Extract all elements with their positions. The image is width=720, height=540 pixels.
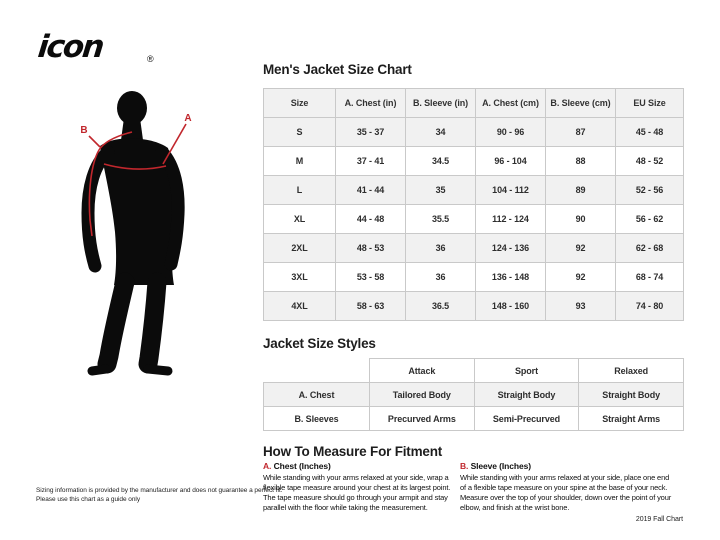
table-cell: B. Sleeves [264, 407, 370, 431]
size-chart-title: Men's Jacket Size Chart [263, 62, 412, 77]
table-cell: A. Chest [264, 383, 370, 407]
table-cell: Precurved Arms [370, 407, 475, 431]
registered-trademark-icon: ® [147, 54, 154, 64]
header-row [264, 359, 684, 383]
table-cell: 35.5 [406, 205, 476, 234]
table-cell: 90 [546, 205, 616, 234]
table-cell: 35 [406, 176, 476, 205]
table-row [264, 147, 684, 176]
table-cell: 89 [546, 176, 616, 205]
header-cell: Size [264, 89, 336, 118]
header-cell: Sport [474, 359, 579, 383]
table-cell: 52 - 56 [616, 176, 684, 205]
table-cell: Straight Arms [579, 407, 684, 431]
sizing-disclaimer: Sizing information is provided by the manufacturer and does not guarantee a perfect fit. Please use this chart as a guide only [36, 487, 283, 504]
table-cell: 90 - 96 [476, 118, 546, 147]
table-row [264, 292, 684, 321]
table-cell: 45 - 48 [616, 118, 684, 147]
size-chart-table [263, 88, 684, 321]
table-cell: 93 [546, 292, 616, 321]
table-cell: 136 - 148 [476, 263, 546, 292]
table-cell: 87 [546, 118, 616, 147]
measure-chest-letter: A. [263, 461, 272, 471]
table-cell: 74 - 80 [616, 292, 684, 321]
logo-wordmark: icon [36, 29, 105, 65]
table-cell: Tailored Body [370, 383, 475, 407]
table-cell: 92 [546, 263, 616, 292]
header-cell: Relaxed [579, 359, 684, 383]
table-cell: 53 - 58 [336, 263, 406, 292]
table-row [264, 383, 684, 407]
table-cell: 68 - 74 [616, 263, 684, 292]
table-cell: 48 - 52 [616, 147, 684, 176]
table-cell: Straight Body [579, 383, 684, 407]
measure-chest-body: While standing with your arms relaxed at your side, wrap a flexible tape measure around your chest at its largest point. The tape measure should go through your armpit and stay parallel with the floor while taking the measurement. [263, 473, 451, 512]
table-row [264, 118, 684, 147]
table-cell: 37 - 41 [336, 147, 406, 176]
table-cell: 88 [546, 147, 616, 176]
table-row [264, 176, 684, 205]
silhouette-body [100, 91, 174, 285]
table-cell: 148 - 160 [476, 292, 546, 321]
table-cell: Semi-Precurved [474, 407, 579, 431]
table-row [264, 234, 684, 263]
table-cell: 36 [406, 234, 476, 263]
table-cell: XL [264, 205, 336, 234]
table-cell: 62 - 68 [616, 234, 684, 263]
body-silhouette-figure [40, 80, 260, 460]
header-cell: B. Sleeve (in) [406, 89, 476, 118]
table-cell: 3XL [264, 263, 336, 292]
header-row [264, 89, 684, 118]
table-row [264, 263, 684, 292]
table-row [264, 205, 684, 234]
style-chart-table [263, 358, 684, 431]
measure-chest-label: Chest (Inches) [273, 461, 331, 471]
table-cell: 58 - 63 [336, 292, 406, 321]
table-cell: 34 [406, 118, 476, 147]
label-a-pointer-line [163, 124, 186, 164]
table-cell: 41 - 44 [336, 176, 406, 205]
measure-section-title: How To Measure For Fitment [263, 444, 443, 459]
table-cell: 44 - 48 [336, 205, 406, 234]
table-cell: 104 - 112 [476, 176, 546, 205]
table-cell: 36 [406, 263, 476, 292]
chart-version-label: 2019 Fall Chart [635, 516, 683, 523]
table-cell: 56 - 62 [616, 205, 684, 234]
chest-label-a: A [184, 113, 192, 124]
table-cell: 48 - 53 [336, 234, 406, 263]
table-cell: 92 [546, 234, 616, 263]
measure-sleeve-body: While standing with your arms relaxed at your side, place one end of a flexible tape measure on your spine at the base of your neck. Measure over the top of your shoulder, down over the point of your elbow, and finish at the wrist bone. [460, 473, 672, 512]
measure-sleeve-heading [460, 461, 672, 471]
style-chart-title: Jacket Size Styles [263, 336, 376, 351]
table-cell: 112 - 124 [476, 205, 546, 234]
sleeve-label-b: B [80, 125, 88, 136]
header-cell: B. Sleeve (cm) [546, 89, 616, 118]
measure-sleeve-label: Sleeve (Inches) [470, 461, 531, 471]
table-cell: 124 - 136 [476, 234, 546, 263]
table-cell: 2XL [264, 234, 336, 263]
measure-chest-heading [263, 461, 451, 471]
table-cell: 34.5 [406, 147, 476, 176]
table-cell: 35 - 37 [336, 118, 406, 147]
table-cell: Straight Body [474, 383, 579, 407]
table-cell: M [264, 147, 336, 176]
header-cell: Attack [370, 359, 475, 383]
blank-corner-cell [264, 359, 370, 383]
table-cell: S [264, 118, 336, 147]
icon-brand-logo [34, 28, 164, 68]
table-cell: 36.5 [406, 292, 476, 321]
header-cell: EU Size [616, 89, 684, 118]
table-row [264, 407, 684, 431]
measure-sleeve-letter: B. [460, 461, 469, 471]
table-cell: 96 - 104 [476, 147, 546, 176]
header-cell: A. Chest (cm) [476, 89, 546, 118]
measure-sleeve-section [460, 461, 672, 513]
table-cell: 4XL [264, 292, 336, 321]
table-cell: L [264, 176, 336, 205]
label-b-pointer-line [89, 136, 100, 147]
header-cell: A. Chest (in) [336, 89, 406, 118]
